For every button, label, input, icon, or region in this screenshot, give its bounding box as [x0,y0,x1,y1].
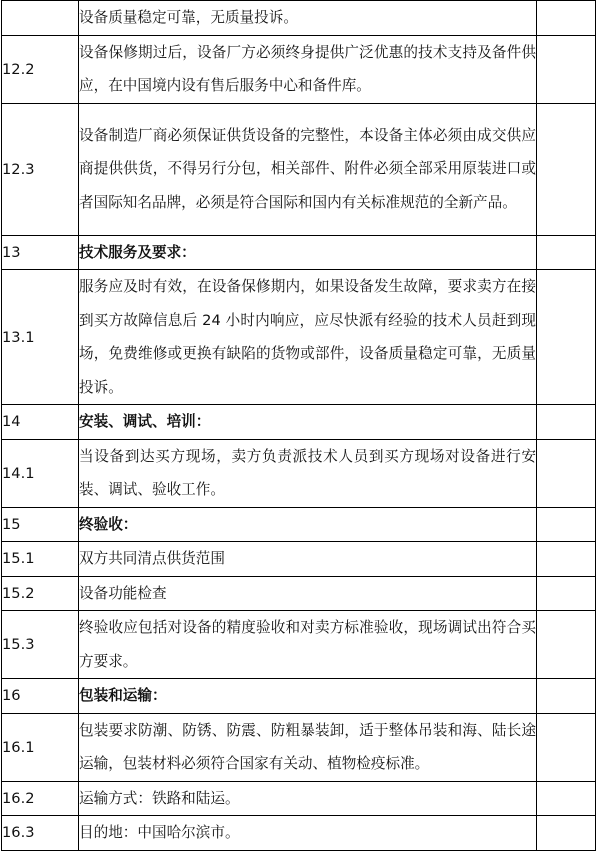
clause-text: 设备保修期过后，设备厂方必须终身提供广泛优惠的技术支持及备件供应，在中国境内设有售后服务中心和备件库。 [79,35,537,103]
section-heading: 技术服务及要求： [79,235,537,270]
empty-cell [537,781,596,816]
clause-number: 15.1 [2,542,79,577]
clause-text: 设备功能检查 [79,576,537,611]
clause-number: 16 [2,679,79,714]
table-row [2,270,596,405]
clause-number: 12.2 [2,35,79,103]
empty-cell [537,270,596,405]
clause-text: 终验收应包括对设备的精度验收和对卖方标准验收，现场调试出符合买方要求。 [79,611,537,679]
clause-number: 16.2 [2,781,79,816]
specification-table-body [2,1,596,851]
clause-text: 双方共同清点供货范围 [79,542,537,577]
clause-text: 当设备到达买方现场，卖方负责派技术人员到买方现场对设备进行安装、调试、验收工作。 [79,439,537,507]
clause-number: 13.1 [2,270,79,405]
table-row [2,405,596,440]
empty-cell [537,507,596,542]
clause-number: 14 [2,405,79,440]
table-row [2,35,596,103]
clause-text: 服务应及时有效，在设备保修期内，如果设备发生故障，要求卖方在接到买方故障信息后 24 小时内响应，应尽快派有经验的技术人员赶到现场，免费维修或更换有缺陷的货物或部件，设备质量稳定可靠，无质量投诉。 [79,270,537,405]
table-row [2,1,596,36]
clause-number: 15.2 [2,576,79,611]
table-row [2,611,596,679]
table-row [2,103,596,235]
section-heading: 安装、调试、培训： [79,405,537,440]
empty-cell [537,235,596,270]
clause-number: 13 [2,235,79,270]
table-row [2,235,596,270]
clause-number: 15.3 [2,611,79,679]
table-row [2,542,596,577]
clause-text: 运输方式：铁路和陆运。 [79,781,537,816]
clause-number [2,1,79,36]
table-row [2,507,596,542]
clause-number: 16.3 [2,816,79,851]
clause-text: 目的地：中国哈尔滨市。 [79,816,537,851]
table-row [2,576,596,611]
empty-cell [537,816,596,851]
empty-cell [537,679,596,714]
empty-cell [537,713,596,781]
table-row [2,781,596,816]
table-row [2,439,596,507]
table-row [2,816,596,851]
empty-cell [537,576,596,611]
section-heading: 包装和运输： [79,679,537,714]
table-row [2,679,596,714]
empty-cell [537,103,596,235]
clause-number: 14.1 [2,439,79,507]
table-row [2,713,596,781]
empty-cell [537,611,596,679]
section-heading: 终验收： [79,507,537,542]
empty-cell [537,1,596,36]
empty-cell [537,405,596,440]
clause-text: 设备质量稳定可靠，无质量投诉。 [79,1,537,36]
clause-number: 16.1 [2,713,79,781]
clause-number: 12.3 [2,103,79,235]
specification-table [1,0,596,851]
clause-number: 15 [2,507,79,542]
empty-cell [537,35,596,103]
clause-text: 设备制造厂商必须保证供货设备的完整性，本设备主体必须由成交供应商提供供货，不得另行分包，相关部件、附件必须全部采用原装进口或者国际知名品牌，必须是符合国际和国内有关标准规范的全新产品。 [79,103,537,235]
clause-text: 包装要求防潮、防锈、防震、防粗暴装卸，适于整体吊装和海、陆长途运输，包装材料必须符合国家有关动、植物检疫标准。 [79,713,537,781]
empty-cell [537,439,596,507]
empty-cell [537,542,596,577]
